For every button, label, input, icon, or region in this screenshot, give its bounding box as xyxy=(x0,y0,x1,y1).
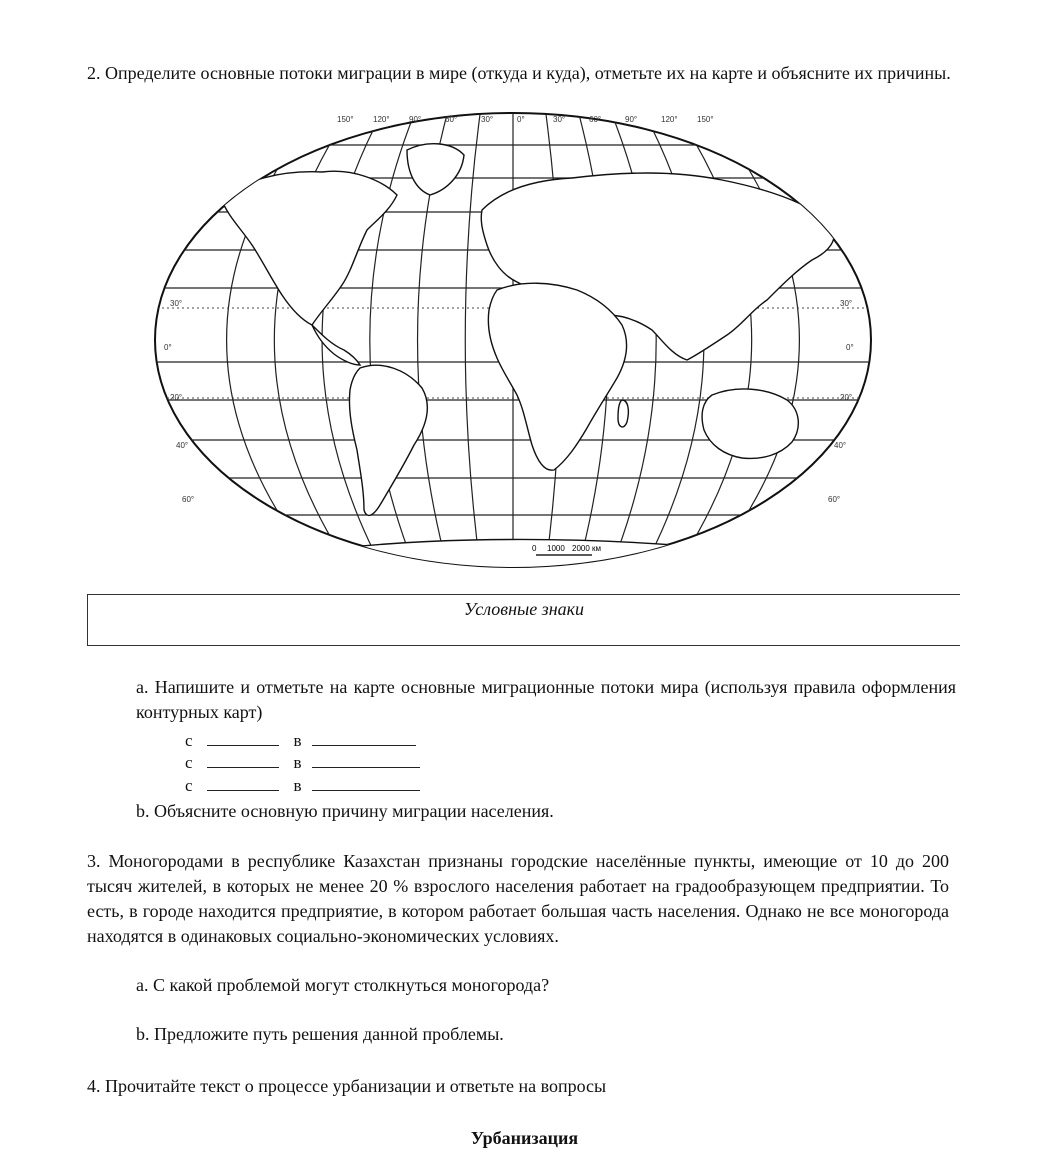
answer-row-3 xyxy=(185,776,420,798)
longitude-label: 0° xyxy=(517,115,525,124)
longitude-label: 60° xyxy=(445,115,458,124)
answer-row-1 xyxy=(185,731,416,753)
longitude-label: 120° xyxy=(661,115,678,124)
scale-label-0: 0 xyxy=(532,544,537,553)
latitude-label-left: 40° xyxy=(176,441,189,450)
longitude-label: 120° xyxy=(373,115,390,124)
latitude-label-left: 20° xyxy=(170,393,183,402)
question-4-text: 4. Прочитайте текст о процессе урбанизации и ответьте на вопросы xyxy=(87,1076,607,1096)
latitude-label-left: 60° xyxy=(182,495,195,504)
latitude-label-right: 20° xyxy=(840,393,853,402)
legend-title: Условные знаки xyxy=(463,599,585,619)
longitude-label: 60° xyxy=(589,115,602,124)
longitude-label: 30° xyxy=(553,115,566,124)
to-label: в xyxy=(293,776,302,795)
longitude-label: 90° xyxy=(409,115,422,124)
to-label: в xyxy=(293,753,302,772)
scale-label-1000: 1000 xyxy=(547,544,565,553)
answer-row-2 xyxy=(185,753,420,775)
longitude-label: 90° xyxy=(625,115,638,124)
scale-label-2000: 2000 км xyxy=(572,544,602,553)
longitude-label: 30° xyxy=(481,115,494,124)
to-blank[interactable] xyxy=(312,731,416,746)
latitude-label-right: 30° xyxy=(840,299,853,308)
world-contour-map xyxy=(152,110,874,570)
from-label: с xyxy=(185,776,193,795)
question-2-text: 2. Определите основные потоки миграции в мире (откуда и куда), отметьте их на карте и объясните их причины. xyxy=(87,63,951,83)
to-blank[interactable] xyxy=(312,753,420,768)
from-blank[interactable] xyxy=(207,731,279,746)
to-label: в xyxy=(293,731,302,750)
question-3-text: 3. Моногородами в республике Казахстан признаны городские населённые пункты, имеющие от 10 до 200 тысяч жителей, в которых не менее 20 % взрослого населения работает на градообразующем предприятии. То есть, в городе находится предприятие, в котором работает большая часть населения. Однако не все моногорода находятся в одинаковых социально-экономических условиях. xyxy=(87,851,949,946)
question-2b-text: b. Объясните основную причину миграции населения. xyxy=(136,801,554,821)
from-label: с xyxy=(185,731,193,750)
from-blank[interactable] xyxy=(207,776,279,791)
latitude-label-right: 40° xyxy=(834,441,847,450)
longitude-label: 150° xyxy=(337,115,354,124)
longitude-label: 150° xyxy=(697,115,714,124)
latitude-label-right: 60° xyxy=(828,495,841,504)
question-2a-text: a. Напишите и отметьте на карте основные миграционные потоки мира (используя правила оформления контурных карт) xyxy=(136,677,956,722)
question-3a-text: a. С какой проблемой могут столкнуться моногорода? xyxy=(136,975,550,995)
madagascar xyxy=(618,400,628,427)
to-blank[interactable] xyxy=(312,776,420,791)
section-heading-urbanization: Урбанизация xyxy=(470,1128,579,1148)
question-3b-text: b. Предложите путь решения данной проблемы. xyxy=(136,1024,504,1044)
latitude-label-left: 0° xyxy=(164,343,172,352)
latitude-label-left: 30° xyxy=(170,299,183,308)
legend-box xyxy=(87,594,960,646)
from-blank[interactable] xyxy=(207,753,279,768)
from-label: с xyxy=(185,753,193,772)
latitude-label-right: 0° xyxy=(846,343,854,352)
